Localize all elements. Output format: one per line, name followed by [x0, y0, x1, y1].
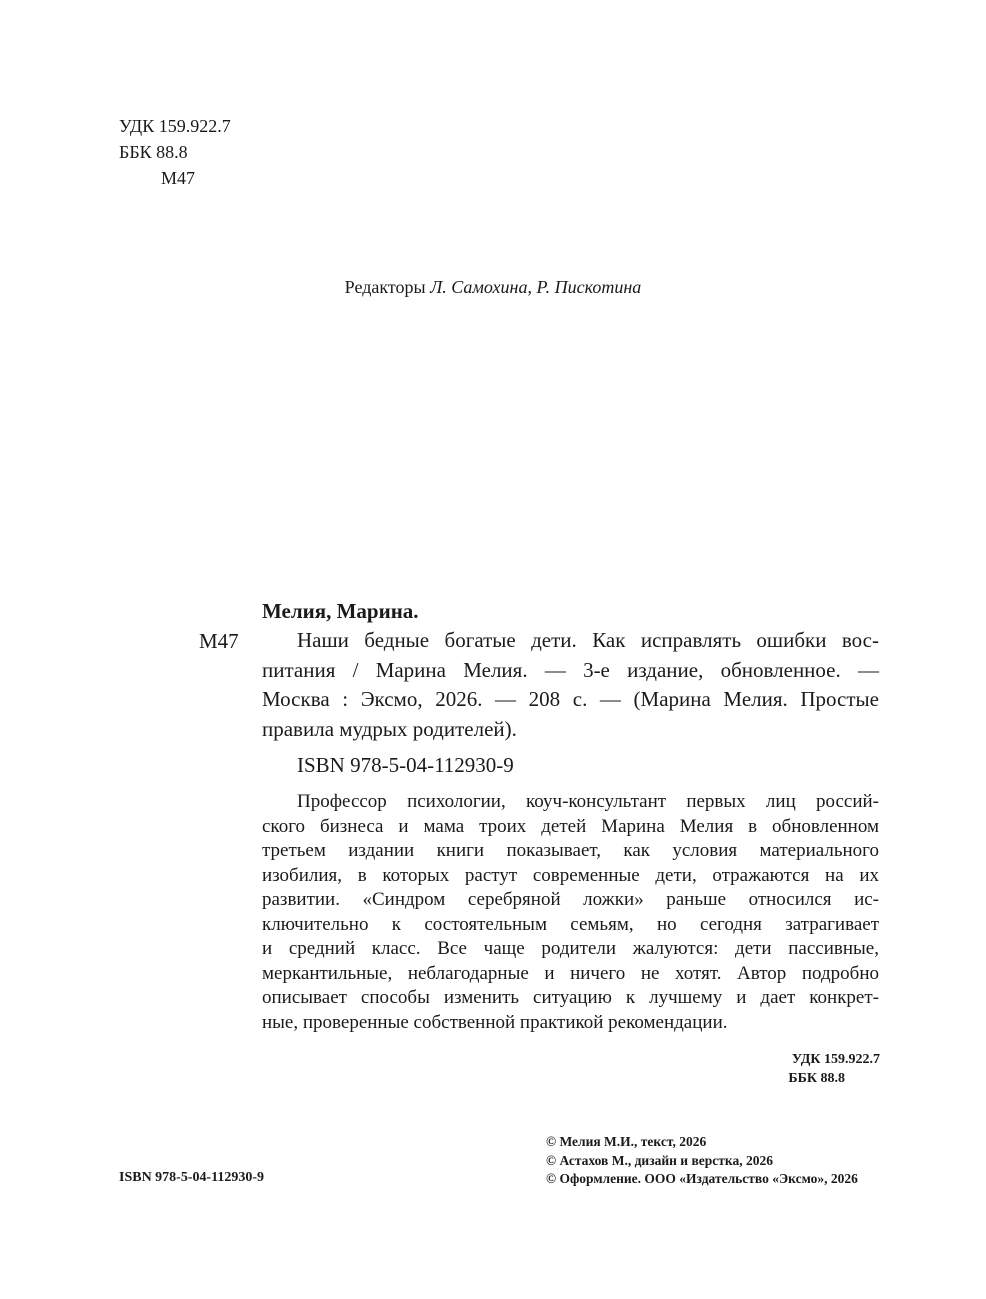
- author-mark-code: М47: [161, 168, 196, 188]
- annotation-paragraph: [262, 790, 879, 1035]
- annotation-line: третьем издании книги показывает, как условия материального: [262, 840, 879, 861]
- annotation-line: ключительно к состоятельным семьям, но сегодня затрагивает: [262, 913, 879, 935]
- isbn-main: ISBN 978-5-04-112930-9: [297, 753, 514, 777]
- editors-line: [0, 275, 986, 299]
- isbn-bottom: ISBN 978-5-04-112930-9: [119, 1170, 265, 1185]
- bib-author-mark: М47: [199, 629, 239, 653]
- udk-code: УДК 159.922.7: [119, 116, 231, 136]
- annotation-line: ского бизнеса и мама троих детей Марина Мелия в обновленном: [262, 815, 879, 837]
- classification-block: [119, 113, 231, 191]
- annotation-line: Профессор психологии, коуч-консультант первых лиц россий-: [297, 791, 879, 812]
- udk-code-bottom: УДК 159.922.7: [791, 1052, 880, 1067]
- bib-line: Наши бедные богатые дети. Как исправлять ошибки вос-: [297, 628, 879, 652]
- annotation-line: изобилия, в которых растут современные дети, отражаются на их: [262, 864, 879, 886]
- bib-line: Москва : Эксмо, 2026. — 208 с. — (Марина Мелия. Простые: [262, 687, 879, 711]
- annotation-line: меркантильные, неблагодарные и ничего не хотят. Автор подробно: [262, 962, 879, 984]
- annotation-line: описывает способы изменить ситуацию к лучшему и дает конкрет-: [262, 987, 879, 1008]
- classification-bottom: [700, 1050, 880, 1088]
- editor-name-1: Л. Самохина: [430, 277, 528, 297]
- bib-line: правила мудрых родителей).: [262, 716, 517, 741]
- bib-line: питания / Марина Мелия. — 3-е издание, обновленное. —: [262, 657, 879, 682]
- bibliographic-description: [262, 626, 879, 744]
- bbk-code: ББК 88.8: [119, 142, 188, 162]
- bbk-code-bottom: ББК 88.8: [788, 1071, 845, 1086]
- copyright-line: © Мелия М.И., текст, 2026: [546, 1134, 707, 1149]
- copyright-line: © Оформление. ООО «Издательство «Эксмо», 2026: [546, 1171, 858, 1186]
- copyright-line: © Астахов М., дизайн и верстка, 2026: [546, 1152, 773, 1168]
- author-heading: Мелия, Марина.: [262, 599, 419, 623]
- editors-separator: ,: [527, 277, 537, 297]
- annotation-line: и средний класс. Все чаще родители жалуются: дети пассивные,: [262, 938, 879, 959]
- copyright-block: [546, 1133, 858, 1189]
- editors-prefix: Редакторы: [344, 277, 431, 297]
- editor-name-2: Р. Пискотина: [536, 277, 642, 297]
- annotation-line: ные, проверенные собственной практикой рекомендации.: [262, 1011, 728, 1033]
- annotation-line: развитии. «Синдром серебряной ложки» раньше относился ис-: [262, 889, 879, 910]
